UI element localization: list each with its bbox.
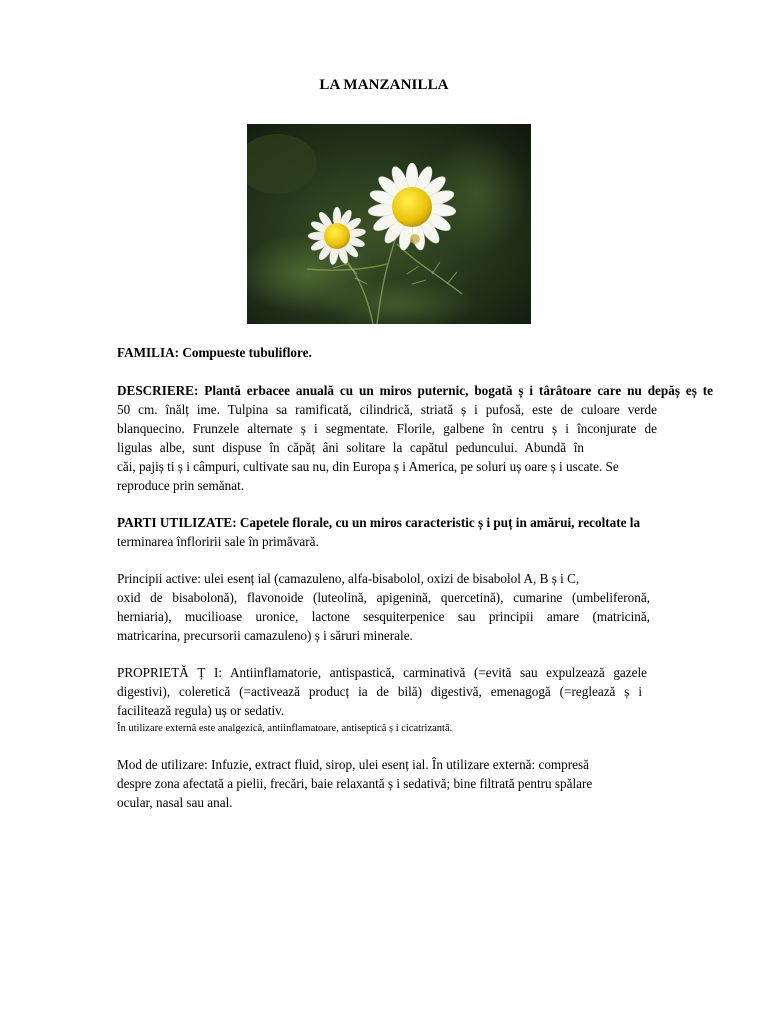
mod-line-2: despre zona afectată a pielii, frecări, baie relaxantă ș i sedativă; bine filtrată pentru spălare	[117, 776, 593, 791]
parti-paragraph	[117, 513, 657, 551]
descriere-label: DESCRIERE:	[117, 383, 199, 398]
chamomile-photo	[247, 124, 531, 324]
document-title: LA MANZANILLA	[319, 77, 449, 93]
document-body	[117, 343, 714, 812]
descriere-line-1: DESCRIERE: Plantă erbacee anuală cu un miros puternic, bogată ș i târâtoare care nu depăș eș te	[117, 383, 714, 398]
parti-line-2: terminarea înfloririi sale în primăvară.	[117, 534, 319, 549]
proprietati-line-2: digestivi), coleretică (=activează producț ia de bilă) digestivă, emenagogă (=reglează ș i	[117, 684, 642, 699]
familia-text: Compueste tubuliflore.	[182, 345, 312, 360]
chamomile-photo-svg	[247, 124, 531, 324]
proprietati-paragraph	[117, 663, 657, 737]
familia-paragraph	[117, 343, 657, 362]
mod-line-3: ocular, nasal sau anal.	[117, 795, 233, 810]
principii-line-4: matricarina, precursorii camazuleno) ș i săruri minerale.	[117, 628, 413, 643]
principii-line-1: Principii active: ulei esenț ial (camazuleno, alfa-bisabolol, oxizi de bisabolol A, B ș i C,	[117, 571, 580, 586]
descriere-line-3: blanquecino. Frunzele alternate ș i segmentate. Florile, galbene în centru ș i înconjurate de	[117, 421, 657, 436]
descriere-line-5: căi, pajiș ti ș i câmpuri, cultivate sau nu, din Europa ș i America, pe soluri uș oare ș i uscate. Se	[117, 459, 619, 474]
mod-paragraph	[117, 755, 657, 812]
principii-line-3: herniaria), mucilioase uronice, lactone sesquiterpenice sau principii amare (matricină,	[117, 609, 650, 624]
descriere-line-6: reproduce prin semănat.	[117, 478, 245, 493]
parti-label: PARTI UTILIZATE:	[117, 515, 237, 530]
descriere-paragraph	[117, 381, 714, 495]
proprietati-line-1: PROPRIETĂ Ț I: Antiinflamatorie, antispastică, carminativă (=evită sau expulzează gazele	[117, 665, 647, 680]
principii-paragraph	[117, 569, 657, 645]
mod-line-1: Mod de utilizare: Infuzie, extract fluid, sirop, ulei esenț ial. În utilizare externă: compresă	[117, 757, 590, 772]
proprietati-line-3: facilitează regula) uș or sedativ.	[117, 703, 285, 718]
principii-line-2: oxid de bisabolonă), flavonoide (luteolină, apigenină, quercetină), cumarine (umbeliferonă,	[117, 590, 650, 605]
descriere-line-2: 50 cm. înălț ime. Tulpina sa ramificată, cilindrică, striată ș i pufosă, este de culoare verde	[117, 402, 657, 417]
parti-line-1: PARTI UTILIZATE: Capetele florale, cu un miros caracteristic ș i puț in amărui, recoltate la	[117, 515, 641, 530]
familia-label: FAMILIA:	[117, 345, 180, 360]
proprietati-extern-line: În utilizare externă este analgezică, antiinflamatoare, antiseptică ș i cicatrizantă.	[117, 723, 453, 734]
descriere-line-4: ligulas albe, sunt dispuse în căpăț âni solitare la capătul peduncului. Abundă în	[117, 440, 584, 455]
